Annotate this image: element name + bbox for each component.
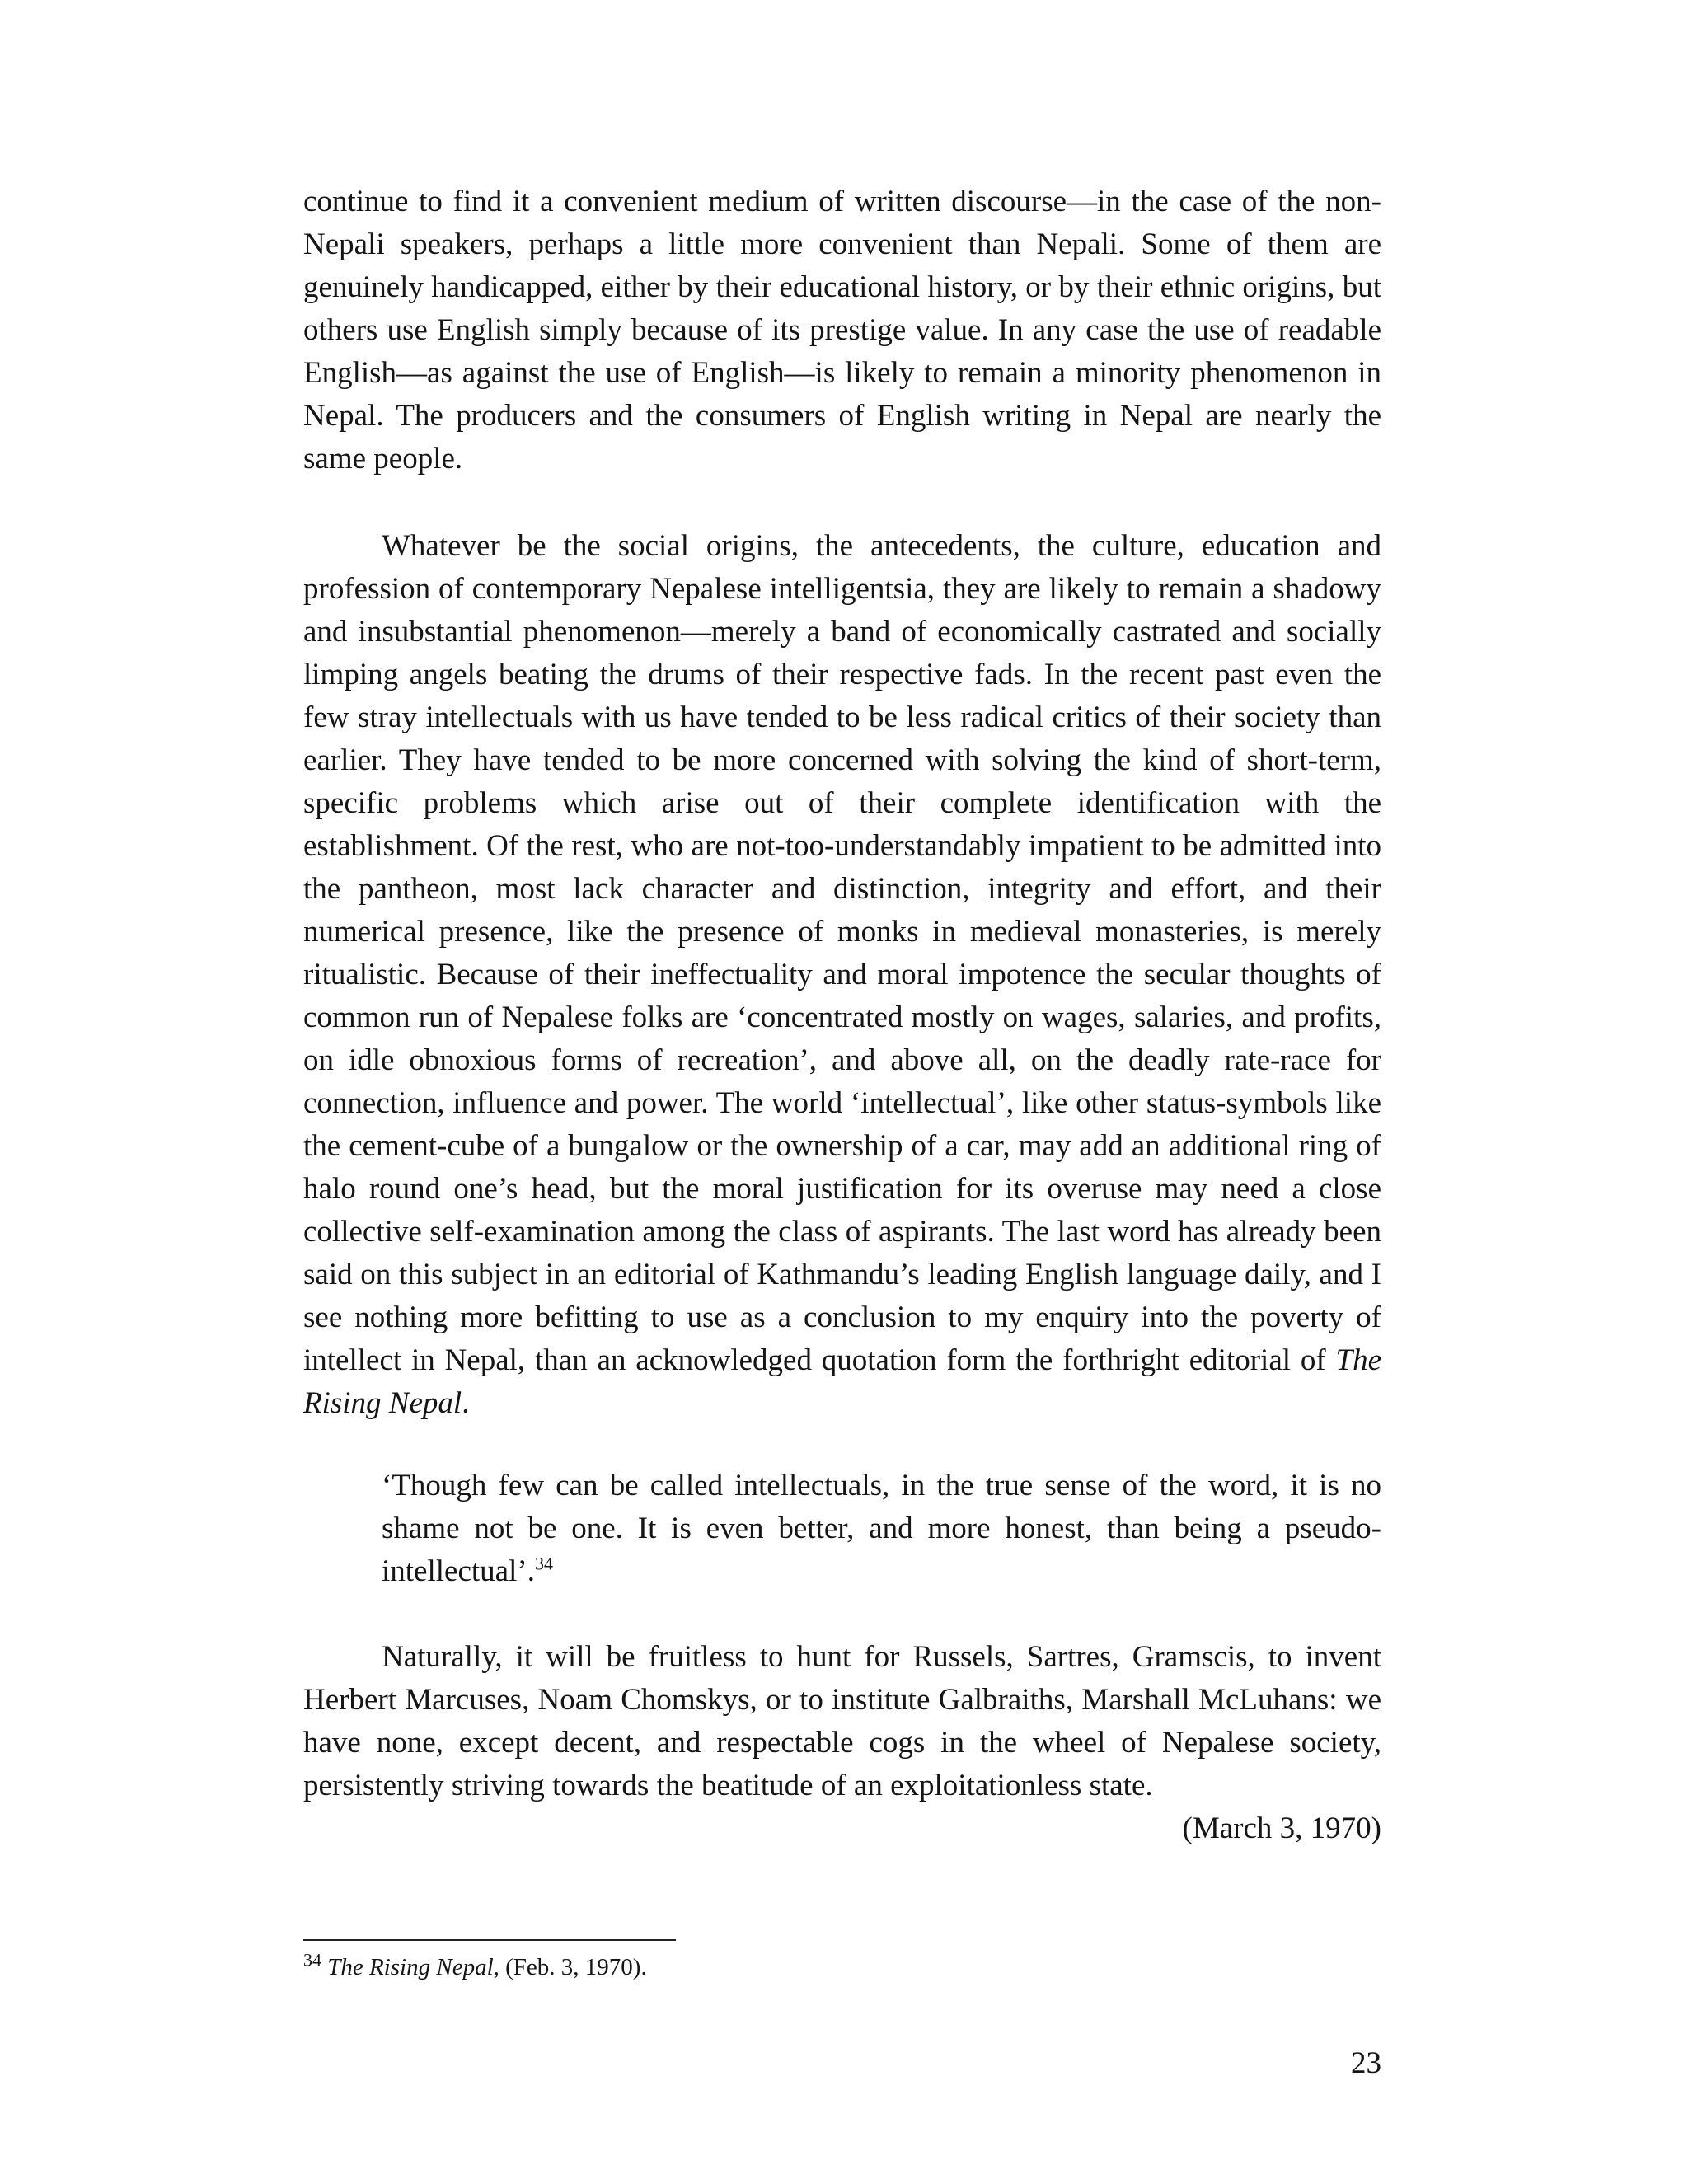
footnote-citation: , (Feb. 3, 1970). — [493, 1954, 647, 1980]
paragraph-intelligentsia-end: . — [462, 1386, 470, 1420]
block-quote — [382, 1465, 1381, 1593]
page-number: 23 — [1351, 2046, 1381, 2080]
paragraph-continued: continue to find it a convenient medium of written discourse—in the case of the non-Nepali speakers, perhaps a little more convenient than Nepali. Some of them are genuinely handicapped, either by their educational history, or by their ethnic origins, but others use English simply because of its prestige value. In any case the use of readable English—as against the use of English—is likely to remain a minority phenomenon in Nepal. The producers and the consumers of English writing in Nepal are nearly the same people. — [303, 185, 1381, 476]
footnote-divider — [303, 1939, 676, 1941]
quote-text: ‘Though few can be called intellectuals, in the true sense of the word, it is no shame not be one. It is even better, and more honest, than being a pseudo-intellectual’. — [382, 1469, 1381, 1588]
paragraph-conclusion: Naturally, it will be fruitless to hunt for Russels, Sartres, Gramscis, to invent Herbert Marcuses, Noam Chomskys, or to institute Galbraiths, Marshall McLuhans: we have none, except decent, and respectable cogs in the wheel of Nepalese society, persistently striving towards the beatitude of an exploitationless state. — [303, 1640, 1381, 1802]
newspaper-title: The Rising Nepal — [303, 1343, 1381, 1420]
date-line: (March 3, 1970) — [1182, 1811, 1381, 1845]
footnote-reference: 34 — [534, 1553, 553, 1574]
paragraph-intelligentsia — [303, 525, 1381, 1425]
footnote-marker: 34 — [303, 1949, 321, 1971]
paragraph-intelligentsia-text: Whatever be the social origins, the antecedents, the culture, education and profession of contemporary Nepalese intelligentsia, they are likely to remain a shadowy and insubstantial phenomenon—merely a band of economically castrated and socially limping angels beating the drums of their respective fads. In the recent past even the few stray intellectuals with us have tended to be less radical critics of their society than earlier. They have tended to be more concerned with solving the kind of short-term, specific problems which arise out of their complete identification with the establishment. Of the rest, who are not-too-understandably impatient to be admitted into the pantheon, most lack character and distinction, integrity and effort, and their numerical presence, like the presence of monks in medieval monasteries, is merely ritualistic. Because of their ineffectuality and moral impotence the secular thoughts of common run of Nepalese folks are ‘concentrated mostly on wages, salaries, and profits, on idle obnoxious forms of recreation’, and above all, on the deadly rate-race for connection, influence and power. The world ‘intellectual’, like other status-symbols like the cement-cube of a bungalow or the ownership of a car, may add an additional ring of halo round one’s head, but the moral justification for its overuse may need a close collective self-examination among the class of aspirants. The last word has already been said on this subject in an editorial of Kathmandu’s leading English language daily, and I see nothing more befitting to use as a conclusion to my enquiry into the poverty of intellect in Nepal, than an acknowledged quotation form the forthright editorial of — [303, 529, 1381, 1377]
footnote-title: The Rising Nepal — [327, 1954, 494, 1980]
footnote — [303, 1950, 647, 1985]
